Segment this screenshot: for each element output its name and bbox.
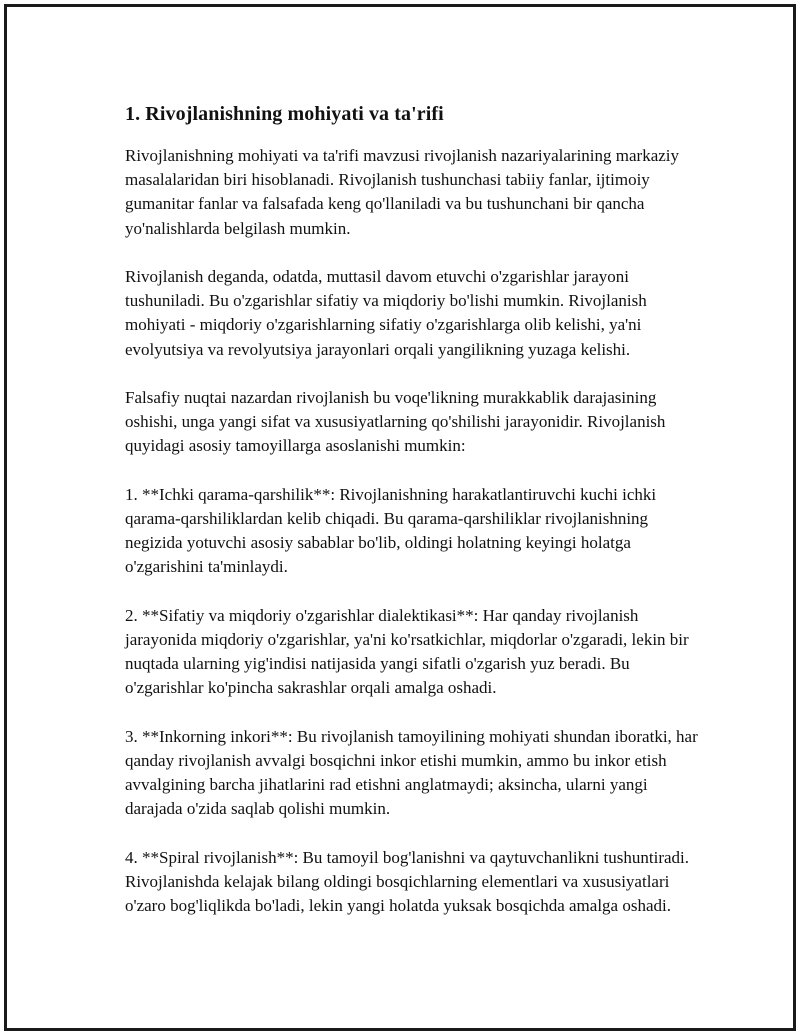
principle-item-2: 2. **Sifatiy va miqdoriy o'zgarishlar dialektikasi**: Har qanday rivojlanish jarayonida miqdoriy o'zgarishlar, ya'ni ko'rsatkichlar, miqdorlar o'zgaradi, lekin bir nuqtada ularning yig'indisi natijasida yangi sifatli o'zgarish yuz beradi. Bu o'zgarishlar ko'pincha sakrashlar orqali amalga oshadi. xyxy=(125,605,689,698)
paragraph-definition: Rivojlanish deganda, odatda, muttasil davom etuvchi o'zgarishlar jarayoni tushuniladi. Bu o'zgarishlar sifatiy va miqdoriy bo'lishi mumkin. Rivojlanish mohiyati - miqdoriy o'zgarishlarning sifatiy o'zgarishlarga olib kelishi, ya'ni evolyutsiya va revolyutsiya jarayonlari orqali yangilikning yuzaga kelishi. xyxy=(125,267,647,359)
page-frame xyxy=(4,4,796,1031)
document-title: 1. Rivojlanishning mohiyati va ta'rifi xyxy=(125,103,444,125)
paragraph-philosophy: Falsafiy nuqtai nazardan rivojlanish bu voqe'likning murakkablik darajasining oshishi, unga yangi sifat va xususiyatlarning qo'shilishi jarayonidir. Rivojlanish quyidagi asosiy tamoyillarga asoslanishi mumkin: xyxy=(125,388,666,456)
principle-item-1: 1. **Ichki qarama-qarshilik**: Rivojlanishning harakatlantiruvchi kuchi ichki qarama-qarshiliklardan kelib chiqadi. Bu qarama-qarshiliklar rivojlanishning negizida yotuvchi asosiy sabablar bo'lib, oldingi holatning keyingi holatga o'zgarishini ta'minlaydi. xyxy=(125,484,657,577)
principle-item-3: 3. **Inkorning inkori**: Bu rivojlanish tamoyilining mohiyati shundan iboratki, har qanday rivojlanish avvalgi bosqichni inkor etishi mumkin, ammo bu inkor etish avvalgining barcha jihatlarini rad etishni anglatmaydi; aksincha, ularni yangi darajada o'zida saqlab qolishi mumkin. xyxy=(125,726,698,819)
principle-item-4: 4. **Spiral rivojlanish**: Bu tamoyil bog'lanishni va qaytuvchanlikni tushuntiradi. Rivojlanishda kelajak bilang oldingi bosqichlarning elementlari va xususiyatlari o'zaro bog'liqlikda bo'ladi, lekin yangi holatda yuksak bosqichda amalga oshadi. xyxy=(125,847,690,916)
paragraph-intro: Rivojlanishning mohiyati va ta'rifi mavzusi rivojlanish nazariyalarining markaziy masalalaridan biri hisoblanadi. Rivojlanish tushunchasi tabiiy fanlar, ijtimoiy gumanitar fanlar va falsafada keng qo'llaniladi va bu tushunchani bir qancha yo'nalishlarda belgilash mumkin. xyxy=(125,146,680,238)
document-body xyxy=(125,102,705,943)
